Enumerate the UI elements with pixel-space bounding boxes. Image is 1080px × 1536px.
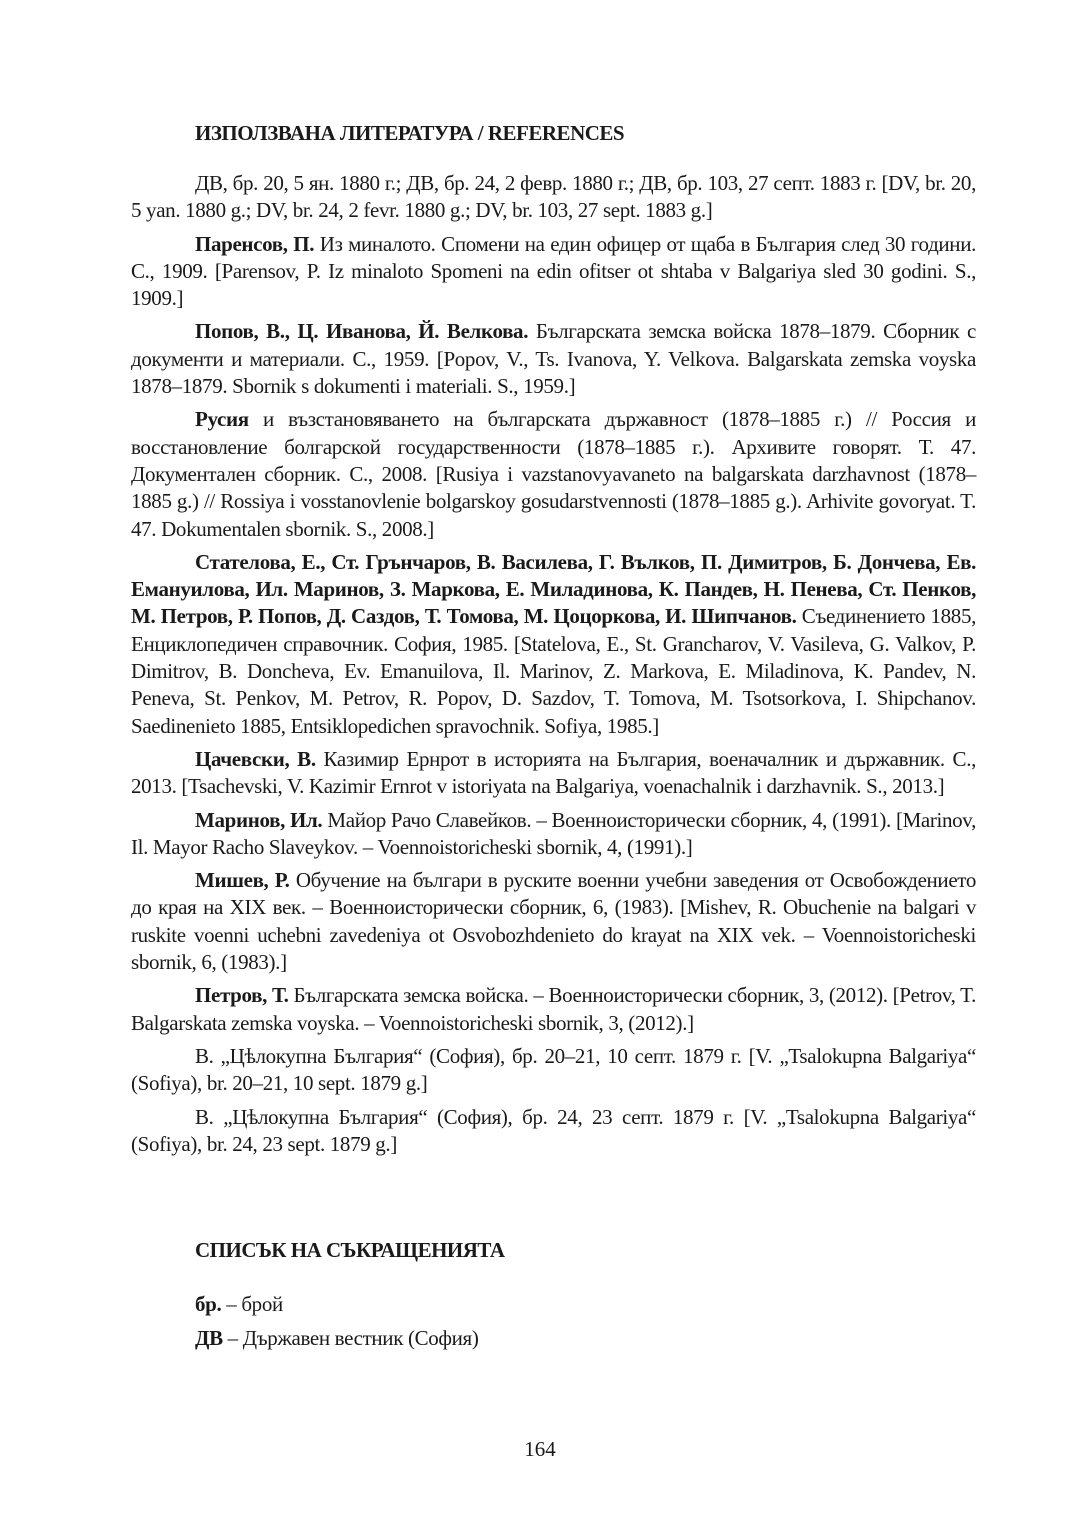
reference-entry <box>131 231 976 313</box>
abbreviation-term: ДВ <box>195 1326 223 1351</box>
reference-text: и възстановяването на българската държавност (1878–1885 г.) // Россия и восстановление болгарской государственности (1878–1885 г.). Архивите говорят. Т. 47. Документален сборник. С., 2008. [Rusiya i vazstanovyavaneto na balgarskata darzhavnost (1878–1885 g.) // Rossiya i vosstanovlenie bolgarskoy gosudarstvennosti (1878–1885 g.). Arhivite govoryat. T. 47. Dokumentalen sbornik. S., 2008.] <box>131 407 976 541</box>
reference-author: Маринов, Ил. <box>195 807 323 832</box>
reference-text: Обучение на българи в руските военни учебни заведения от Освобождението до края на XIX век. – Военноисторически сборник, 6, (1983). [Mishev, R. Obuchenie na balgari v ruskite voenni uchebni zavedeniya ot Osvobozhdenieto do krayat na XIX vek. – Voennoistoricheski sbornik, 6, (1983).] <box>131 868 976 975</box>
reference-text: Българската земска войска. – Военноисторически сборник, 3, (2012). [Petrov, T. Balgarskata zemska voyska. – Voennoistoricheski sbornik, 3, (2012).] <box>131 983 976 1035</box>
abbreviation-item <box>195 1321 976 1355</box>
abbreviation-term: бр. <box>195 1292 222 1317</box>
reference-text: В. „Цѣлокупна България“ (София), бр. 20–21, 10 септ. 1879 г. [V. „Tsalokupna Balgariya“ (Sofiya), br. 20–21, 10 sept. 1879 g.] <box>131 1043 976 1096</box>
abbreviations-section <box>131 1235 976 1355</box>
reference-author: Попов, В., Ц. Иванова, Й. Велкова. <box>195 319 529 344</box>
page-number: 164 <box>524 1437 556 1461</box>
reference-entry <box>131 549 976 740</box>
reference-author: Цачевски, В. <box>195 746 316 771</box>
abbreviation-item <box>195 1287 976 1321</box>
abbreviation-definition: – брой <box>221 1292 283 1317</box>
reference-entry <box>131 1043 976 1098</box>
abbreviation-definition: – Държавен вестник (София) <box>222 1326 479 1351</box>
reference-entry <box>131 746 976 801</box>
reference-text: Българската земска войска 1878–1879. Сборник с документи и материали. С., 1959. [Popov, V., Ts. Ivanova, Y. Velkova. Balgarskata zemska voyska 1878–1879. Sbornik s dokumenti i materiali. S., 1959.] <box>131 319 976 399</box>
reference-author: Стателова, Е., Ст. Грънчаров, В. Василева, Г. Вълков, П. Димитров, Б. Дончева, Ев. Емануилова, Ил. Маринов, З. Маркова, Е. Миладинова, К. Пандев, Н. Пенева, Ст. Пенков, М. Петров, Р. Попов, Д. Саздов, Т. Томова, М. Цоцоркова, И. Шипчанов. <box>131 549 976 629</box>
reference-author: Петров, Т. <box>195 983 289 1008</box>
reference-text: ДВ, бр. 20, 5 ян. 1880 г.; ДВ, бр. 24, 2 февр. 1880 г.; ДВ, бр. 103, 27 септ. 1883 г. [DV, br. 20, 5 yan. 1880 g.; DV, br. 24, 2 fevr. 1880 g.; DV, br. 103, 27 sept. 1883 g.] <box>131 171 976 223</box>
references-section <box>131 118 976 1158</box>
reference-text: Съединението 1885, Енциклопедичен справочник. София, 1985. [Statelova, E., St. Grancharov, V. Vasileva, G. Valkov, P. Dimitrov, B. Doncheva, Ev. Emanuilova, Il. Marinov, Z. Markova, E. Miladinova, K. Pandev, N. Peneva, St. Penkov, M. Petrov, R. Popov, D. Sazdov, T. Tomova, M. Tsotsorkova, I. Shipchanov. Saedinenieto 1885, Entsiklopedichen spravochnik. Sofiya, 1985.] <box>131 604 976 738</box>
abbreviations-heading: СПИСЪК НА СЪКРАЩЕНИЯТА <box>195 1238 505 1263</box>
reference-author: Паренсов, П. <box>195 231 315 256</box>
reference-entry <box>131 867 976 976</box>
reference-entry <box>131 406 976 542</box>
reference-text: Майор Рачо Славейков. – Военноисторически сборник, 4, (1991). [Marinov, Il. Mayor Racho Slaveykov. – Voennoistoricheski sbornik, 4, (1991).] <box>131 807 976 859</box>
reference-entry <box>131 1104 976 1159</box>
reference-text: В. „Цѣлокупна България“ (София), бр. 24, 23 септ. 1879 г. [V. „Tsalokupna Balgariya“ (Sofiya), br. 24, 23 sept. 1879 g.] <box>131 1104 976 1156</box>
reference-author: Мишев, Р. <box>195 868 290 893</box>
reference-entry <box>131 170 976 225</box>
reference-text: Из миналото. Спомени на един офицер от щаба в България след 30 години. С., 1909. [Parensov, P. Iz minaloto Spomeni na edin ofitser ot shtaba v Balgariya sled 30 godini. S., 1909.] <box>131 231 976 311</box>
reference-entry <box>131 318 976 400</box>
page-content <box>131 118 976 1355</box>
reference-entry <box>131 982 976 1037</box>
reference-author: Русия <box>195 407 249 432</box>
references-heading: ИЗПОЛЗВАНА ЛИТЕРАТУРА / REFERENCES <box>195 121 625 145</box>
reference-text: Казимир Ернрот в историята на България, военачалник и държавник. С., 2013. [Tsachevski, V. Kazimir Ernrot v istoriyata na Balgariya, voenachalnik i darzhavnik. S., 2013.] <box>131 746 976 799</box>
reference-entry <box>131 807 976 862</box>
